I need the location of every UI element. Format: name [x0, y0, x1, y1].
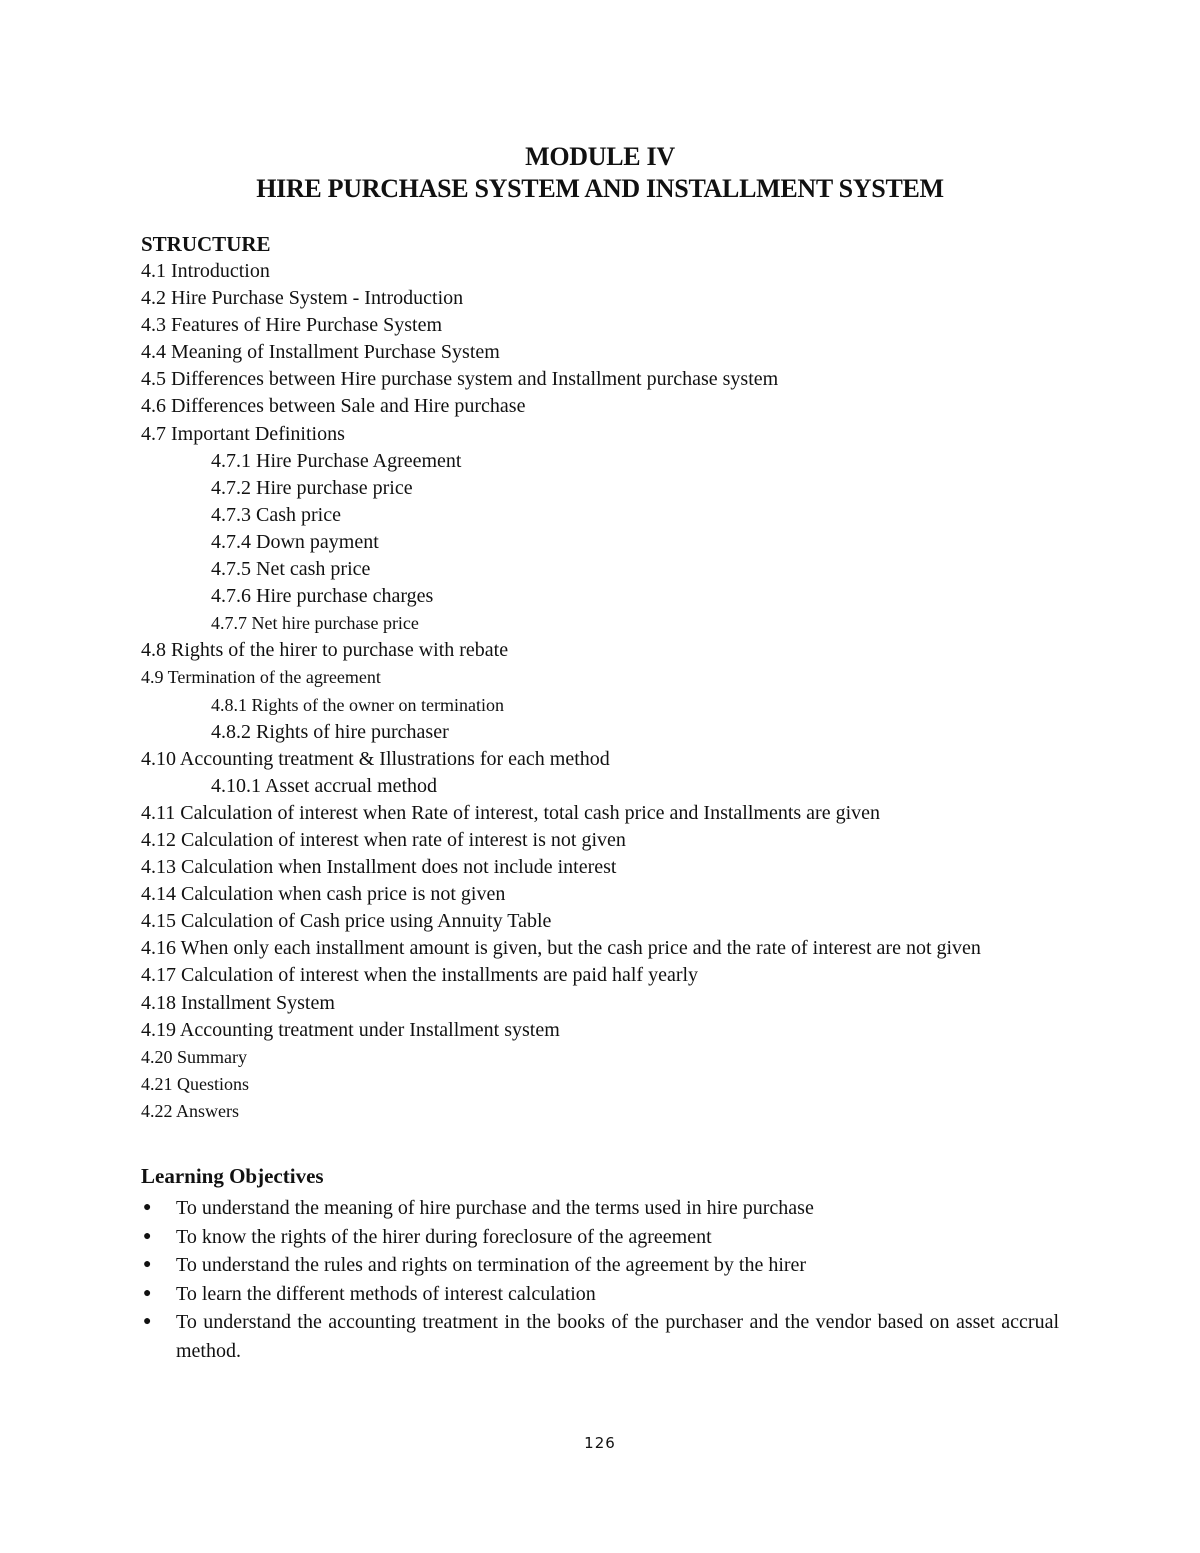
toc-item: 4.20 Summary: [141, 1046, 247, 1067]
toc-subitem: 4.7.1 Hire Purchase Agreement: [211, 449, 462, 472]
toc-item: 4.17 Calculation of interest when the installments are paid half yearly: [141, 964, 699, 987]
toc-item: 4.19 Accounting treatment under Installment system: [141, 1018, 560, 1041]
toc-item: 4.8 Rights of the hirer to purchase with rebate: [141, 639, 509, 662]
toc-item: 4.15 Calculation of Cash price using Annuity Table: [141, 910, 552, 933]
objective-text: To understand the accounting treatment in the books of the purchaser and the vendor based on asset accrual method.: [176, 1311, 1059, 1362]
toc-subitem: 4.7.7 Net hire purchase price: [211, 613, 419, 634]
toc-item: 4.10 Accounting treatment & Illustrations for each method: [141, 747, 610, 770]
objective-text: To understand the rules and rights on termination of the agreement by the hirer: [176, 1254, 807, 1277]
toc-subitem: 4.8.1 Rights of the owner on termination: [211, 694, 504, 715]
module-title: MODULE IV: [525, 142, 675, 171]
toc-subitem: 4.10.1 Asset accrual method: [211, 774, 438, 797]
toc-item: 4.14 Calculation when cash price is not given: [141, 883, 506, 906]
bullet-icon: ●: [143, 1228, 152, 1244]
toc-subitem: 4.7.4 Down payment: [211, 530, 379, 553]
toc-item: 4.11 Calculation of interest when Rate of interest, total cash price and Installments are given: [141, 801, 881, 824]
toc-subitem: 4.7.3 Cash price: [211, 503, 341, 526]
toc-item: 4.22 Answers: [141, 1100, 239, 1121]
toc-item: 4.16 When only each installment amount is given, but the cash price and the rate of interest are not given: [141, 937, 981, 960]
toc-item: 4.13 Calculation when Installment does not include interest: [141, 856, 617, 879]
bullet-icon: ●: [143, 1257, 152, 1273]
objective-text: To know the rights of the hirer during foreclosure of the agreement: [176, 1225, 712, 1248]
toc-item: 4.1 Introduction: [141, 260, 270, 282]
toc-subitem: 4.7.6 Hire purchase charges: [211, 585, 434, 608]
toc-item: 4.21 Questions: [141, 1073, 249, 1094]
toc-item: 4.4 Meaning of Installment Purchase System: [141, 341, 500, 364]
objective-text: To learn the different methods of interest calculation: [176, 1282, 596, 1305]
learning-objectives-heading: Learning Objectives: [141, 1164, 324, 1188]
toc-item: 4.18 Installment System: [141, 991, 335, 1014]
module-subtitle: HIRE PURCHASE SYSTEM AND INSTALLMENT SYSTEM: [256, 174, 944, 203]
toc-item: 4.7 Important Definitions: [141, 422, 345, 445]
learning-objectives-list: [141, 1194, 1059, 1366]
page-number: 126: [584, 1434, 616, 1452]
objective-item: [141, 1223, 1059, 1252]
objective-text: To understand the meaning of hire purchase and the terms used in hire purchase: [176, 1197, 814, 1219]
bullet-icon: ●: [143, 1314, 152, 1330]
toc-item: 4.2 Hire Purchase System - Introduction: [141, 287, 464, 310]
toc-subitem: 4.7.5 Net cash price: [211, 558, 371, 581]
toc-item: 4.5 Differences between Hire purchase system and Installment purchase system: [141, 368, 779, 391]
objective-item: [141, 1194, 1059, 1223]
objective-item: [141, 1308, 1059, 1365]
structure-heading: STRUCTURE: [141, 232, 271, 256]
toc-item: 4.9 Termination of the agreement: [141, 667, 381, 688]
bullet-icon: ●: [143, 1285, 152, 1301]
toc-subitem: 4.8.2 Rights of hire purchaser: [211, 720, 449, 743]
bullet-icon: ●: [143, 1200, 152, 1215]
toc-item: 4.6 Differences between Sale and Hire purchase: [141, 395, 526, 418]
objective-item: [141, 1251, 1059, 1280]
objective-item: [141, 1280, 1059, 1309]
toc-subitem: 4.7.2 Hire purchase price: [211, 476, 413, 499]
toc-item: 4.12 Calculation of interest when rate of interest is not given: [141, 828, 626, 851]
structure-list: [141, 258, 1066, 1125]
toc-item: 4.3 Features of Hire Purchase System: [141, 314, 443, 337]
